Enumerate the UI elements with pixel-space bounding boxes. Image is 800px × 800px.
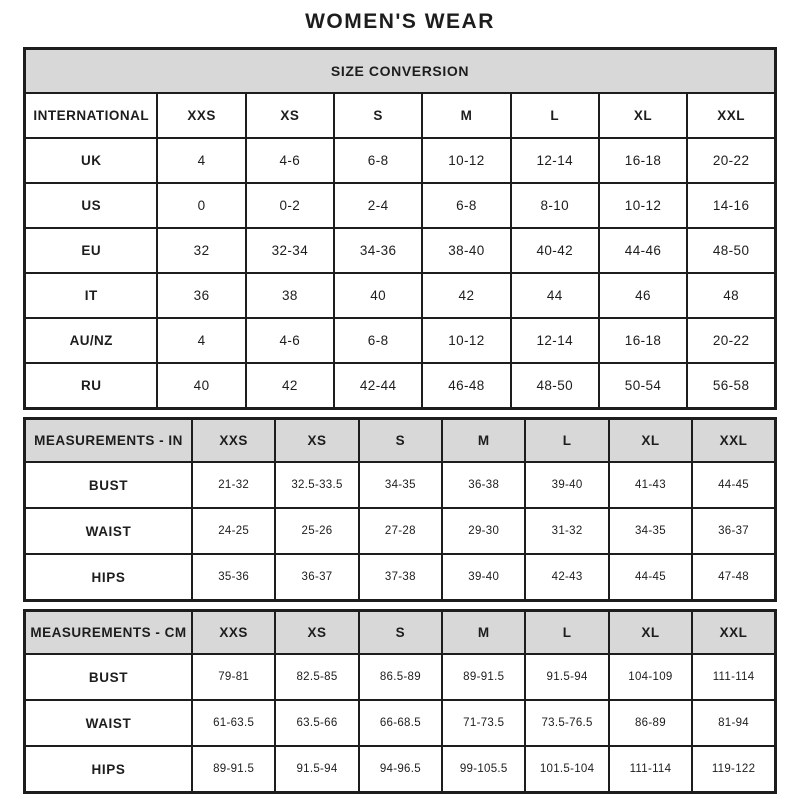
row-label-bust: BUST	[25, 462, 192, 508]
cell: 47-48	[692, 554, 775, 601]
cell: 73.5-76.5	[525, 700, 608, 746]
cell: 89-91.5	[442, 654, 525, 700]
table-row	[25, 654, 776, 700]
cell: 20-22	[687, 318, 775, 363]
cell: 91.5-94	[275, 746, 358, 793]
table-row	[25, 363, 776, 409]
cell: 89-91.5	[192, 746, 275, 793]
column-header-size: XXL	[687, 93, 775, 138]
cell: 94-96.5	[359, 746, 442, 793]
cell: 8-10	[511, 183, 599, 228]
cell: 4	[157, 138, 245, 183]
row-label-waist: WAIST	[25, 700, 192, 746]
measurements-cm-table	[23, 609, 777, 794]
cell: 42	[246, 363, 334, 409]
cell: 104-109	[609, 654, 692, 700]
table-header-row	[25, 93, 776, 138]
cell: 40	[334, 273, 422, 318]
cell: 50-54	[599, 363, 687, 409]
cell: 79-81	[192, 654, 275, 700]
cell: 36-37	[692, 508, 775, 554]
cell: 4	[157, 318, 245, 363]
row-label-bust: BUST	[25, 654, 192, 700]
cell: 63.5-66	[275, 700, 358, 746]
cell: 71-73.5	[442, 700, 525, 746]
table-row	[25, 183, 776, 228]
row-label-ru: RU	[25, 363, 158, 409]
cell: 6-8	[334, 318, 422, 363]
column-header-size: S	[359, 419, 442, 463]
cell: 42-43	[525, 554, 608, 601]
column-header-size: M	[422, 93, 510, 138]
column-header-size: M	[442, 611, 525, 655]
table-row	[25, 746, 776, 793]
cell: 36-38	[442, 462, 525, 508]
cell: 16-18	[599, 318, 687, 363]
column-header-size: XS	[275, 419, 358, 463]
cell: 21-32	[192, 462, 275, 508]
cell: 36	[157, 273, 245, 318]
row-label-waist: WAIST	[25, 508, 192, 554]
table-title-row	[25, 49, 776, 94]
cell: 86.5-89	[359, 654, 442, 700]
column-header-size: XXS	[192, 611, 275, 655]
row-label-hips: HIPS	[25, 746, 192, 793]
cell: 56-58	[687, 363, 775, 409]
row-label-uk: UK	[25, 138, 158, 183]
cell: 32	[157, 228, 245, 273]
cell: 25-26	[275, 508, 358, 554]
cell: 48-50	[511, 363, 599, 409]
cell: 10-12	[422, 318, 510, 363]
cell: 39-40	[442, 554, 525, 601]
column-header-size: L	[525, 611, 608, 655]
cell: 16-18	[599, 138, 687, 183]
cell: 34-35	[359, 462, 442, 508]
cell: 20-22	[687, 138, 775, 183]
column-header-size: S	[359, 611, 442, 655]
cell: 101.5-104	[525, 746, 608, 793]
cell: 91.5-94	[525, 654, 608, 700]
table-row	[25, 138, 776, 183]
cell: 37-38	[359, 554, 442, 601]
column-header-size: XXL	[692, 611, 775, 655]
table-row	[25, 462, 776, 508]
cell: 44-45	[692, 462, 775, 508]
cell: 46	[599, 273, 687, 318]
column-header-size: XL	[609, 611, 692, 655]
measurements-in-table	[23, 417, 777, 602]
cell: 35-36	[192, 554, 275, 601]
cell: 44-45	[609, 554, 692, 601]
row-label-us: US	[25, 183, 158, 228]
column-header-size: XL	[609, 419, 692, 463]
cell: 4-6	[246, 318, 334, 363]
cell: 12-14	[511, 138, 599, 183]
cell: 81-94	[692, 700, 775, 746]
cell: 6-8	[334, 138, 422, 183]
column-header-international: INTERNATIONAL	[25, 93, 158, 138]
cell: 32.5-33.5	[275, 462, 358, 508]
cell: 44	[511, 273, 599, 318]
cell: 32-34	[246, 228, 334, 273]
row-label-it: IT	[25, 273, 158, 318]
cell: 24-25	[192, 508, 275, 554]
cell: 36-37	[275, 554, 358, 601]
table-row	[25, 554, 776, 601]
cell: 111-114	[692, 654, 775, 700]
column-header-size: XS	[246, 93, 334, 138]
cell: 99-105.5	[442, 746, 525, 793]
table-row	[25, 273, 776, 318]
cell: 10-12	[599, 183, 687, 228]
cell: 111-114	[609, 746, 692, 793]
column-header-size: S	[334, 93, 422, 138]
cell: 34-35	[609, 508, 692, 554]
row-label-eu: EU	[25, 228, 158, 273]
cell: 10-12	[422, 138, 510, 183]
column-header-size: XS	[275, 611, 358, 655]
cell: 27-28	[359, 508, 442, 554]
row-label-aunz: AU/NZ	[25, 318, 158, 363]
table-row	[25, 228, 776, 273]
cell: 34-36	[334, 228, 422, 273]
cell: 12-14	[511, 318, 599, 363]
cell: 39-40	[525, 462, 608, 508]
cell: 38-40	[422, 228, 510, 273]
column-header-size: L	[511, 93, 599, 138]
table-row	[25, 318, 776, 363]
row-label-hips: HIPS	[25, 554, 192, 601]
table-header-row	[25, 611, 776, 655]
cell: 38	[246, 273, 334, 318]
cell: 61-63.5	[192, 700, 275, 746]
column-header-size: L	[525, 419, 608, 463]
column-header-size: M	[442, 419, 525, 463]
cell: 46-48	[422, 363, 510, 409]
cell: 6-8	[422, 183, 510, 228]
cell: 14-16	[687, 183, 775, 228]
cell: 48	[687, 273, 775, 318]
cell: 2-4	[334, 183, 422, 228]
cell: 40-42	[511, 228, 599, 273]
cell: 86-89	[609, 700, 692, 746]
page-title: WOMEN'S WEAR	[305, 10, 495, 33]
cell: 82.5-85	[275, 654, 358, 700]
cell: 42	[422, 273, 510, 318]
cell: 31-32	[525, 508, 608, 554]
column-header-size: XL	[599, 93, 687, 138]
cell: 0-2	[246, 183, 334, 228]
cell: 40	[157, 363, 245, 409]
table-row	[25, 508, 776, 554]
column-header-size: XXL	[692, 419, 775, 463]
cell: 42-44	[334, 363, 422, 409]
column-header-size: XXS	[192, 419, 275, 463]
table-row	[25, 700, 776, 746]
cell: 0	[157, 183, 245, 228]
size-conversion-title: SIZE CONVERSION	[25, 49, 776, 94]
cell: 44-46	[599, 228, 687, 273]
table-header-row	[25, 419, 776, 463]
cell: 48-50	[687, 228, 775, 273]
cell: 119-122	[692, 746, 775, 793]
size-conversion-table	[23, 47, 777, 410]
cell: 4-6	[246, 138, 334, 183]
column-header-measurements-cm: MEASUREMENTS - CM	[25, 611, 192, 655]
column-header-size: XXS	[157, 93, 245, 138]
cell: 66-68.5	[359, 700, 442, 746]
column-header-measurements-in: MEASUREMENTS - IN	[25, 419, 192, 463]
cell: 29-30	[442, 508, 525, 554]
cell: 41-43	[609, 462, 692, 508]
